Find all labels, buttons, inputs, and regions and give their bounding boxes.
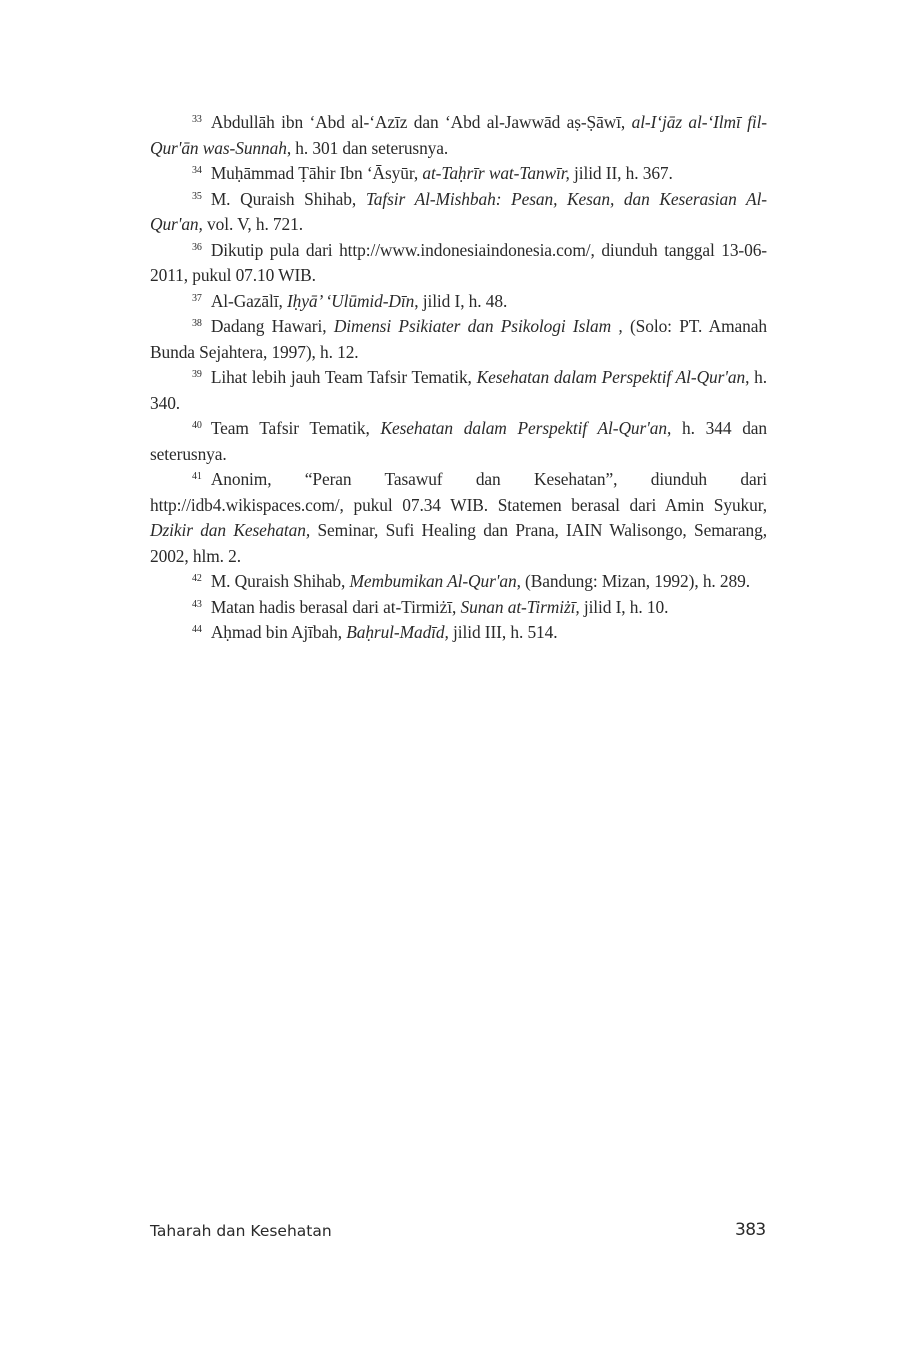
footnote-number: 42 <box>192 573 202 584</box>
footnote-text: M. Quraish Shihab, <box>210 188 366 209</box>
footnote-title-italic: Tafsir Al-Mishbah: Pesan, Kesan, dan Keserasian Al-Qur'an, <box>150 188 767 234</box>
footnote-38 <box>150 314 767 365</box>
footnote-33 <box>150 110 767 161</box>
footnote-text: M. Quraish Shihab, <box>210 571 350 591</box>
footnote-title-italic: at-Taḥrīr wat-Tanwīr, <box>422 163 570 183</box>
footnote-41 <box>150 467 767 569</box>
footnote-text: Aḥmad bin Ajībah, <box>210 622 347 642</box>
footnote-title-italic: Iḥyā’ ‘Ulūmid-Dīn <box>286 290 415 311</box>
footnote-text: Matan hadis berasal dari at-Tirmiżī, <box>210 596 461 617</box>
footnote-text: Seminar, Sufi Healing dan Prana, IAIN Walisongo, Semarang, 2002, hlm. 2. <box>150 520 767 566</box>
footnote-text: (Solo: PT. Amanah Bunda Sejahtera, 1997), h. 12. <box>150 316 767 362</box>
footnote-39 <box>150 365 767 416</box>
page-number: 383 <box>735 1220 766 1240</box>
footnote-text: vol. V, h. 721. <box>202 214 303 234</box>
footnote-number: 37 <box>192 292 202 304</box>
footnote-37 <box>150 289 767 315</box>
footnote-title-italic: Kesehatan dalam Perspektif Al-Qur'an <box>476 367 746 387</box>
footnote-36 <box>150 238 767 289</box>
footnote-number: 36 <box>192 241 202 253</box>
footnote-43 <box>150 595 767 621</box>
footnote-text: Anonim, “Peran Tasawuf dan Kesehatan”, diunduh dari http://idb4.wikispaces.com/, pukul 07.34 WIB. Statemen berasal dari Amin Syukur, <box>150 469 767 515</box>
footnote-42 <box>150 569 767 595</box>
footnote-text: jilid II, h. 367. <box>569 163 673 183</box>
footnote-text: Dikutip pula dari http://www.indonesiaindonesia.com/, diunduh tanggal 13-06-2011, pukul 07.10 WIB. <box>150 239 767 285</box>
footnote-number: 44 <box>192 624 202 635</box>
footnote-title-italic: Baḥrul-Madīd, <box>346 622 449 642</box>
footnote-title-italic: Dimensi Psikiater dan Psikologi Islam , <box>333 316 623 336</box>
footnote-text: jilid I, h. 10. <box>579 596 669 617</box>
footnote-title-italic: Dzikir dan Kesehatan, <box>150 520 311 540</box>
footnote-text: Team Tafsir Tematik, <box>210 418 381 438</box>
footnote-34 <box>150 161 767 187</box>
footnote-text: , h. 340. <box>150 367 767 413</box>
footnote-number: 40 <box>192 420 202 431</box>
footnote-number: 41 <box>192 471 202 482</box>
footnote-text: , h. 301 dan seterusnya. <box>286 137 449 158</box>
footnote-number: 35 <box>192 190 202 202</box>
footnote-text: Lihat lebih jauh Team Tafsir Tematik, <box>210 367 477 387</box>
footnote-text: Dadang Hawari, <box>210 316 334 336</box>
footnote-title-italic: Sunan at-Tirmiżī, <box>460 596 580 617</box>
footnote-title-italic: Kesehatan dalam Perspektif Al-Qur'an <box>380 418 667 438</box>
footnotes-section <box>150 110 767 646</box>
footnote-title-italic: al-I‘jāz al-‘Ilmī fil-Qur'ān was-Sunnah <box>150 112 768 158</box>
footnote-text: , jilid I, h. 48. <box>414 290 508 311</box>
footnote-text: Abdullāh ibn ‘Abd al-‘Azīz dan ‘Abd al-Jawwād aṣ-Ṣāwī, <box>210 112 632 132</box>
footnote-number: 34 <box>192 165 202 176</box>
footnote-text: Al-Gazālī, <box>210 290 287 311</box>
footnote-40 <box>150 416 767 467</box>
footnote-text: Muḥāmmad Ṭāhir Ibn ‘Āsyūr, <box>210 163 423 183</box>
footnote-number: 43 <box>192 598 202 610</box>
footnote-text: , h. 344 dan seterusnya. <box>150 418 768 464</box>
footnote-44 <box>150 620 767 646</box>
footnote-text: jilid III, h. 514. <box>448 622 558 642</box>
footnote-text: , (Bandung: Mizan, 1992), h. 289. <box>516 571 750 591</box>
footnote-title-italic: Membumikan Al-Qur'an <box>349 571 517 591</box>
footnote-number: 39 <box>192 369 202 380</box>
footnote-number: 38 <box>192 318 202 329</box>
footnote-number: 33 <box>192 114 202 125</box>
footnote-35 <box>150 187 767 238</box>
running-footer-title: Taharah dan Kesehatan <box>150 1222 332 1240</box>
